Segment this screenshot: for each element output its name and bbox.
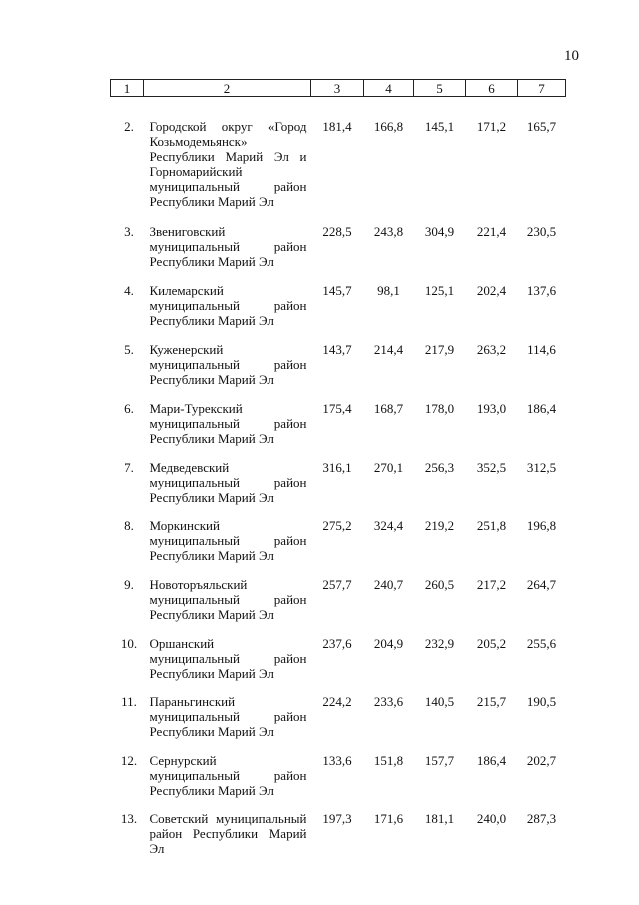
value-cell: 157,7 [424, 752, 455, 768]
row-number: 6. [124, 400, 134, 416]
page-number: 10 [564, 48, 579, 64]
value-cell: 196,8 [526, 517, 557, 533]
value-cell: 214,4 [373, 341, 404, 357]
value-cell: 186,4 [526, 400, 557, 416]
column-header: 5 [414, 80, 466, 97]
municipality-name: Параньгинский муниципальный район Республики Марий Эл [149, 693, 307, 739]
value-cell: 114,6 [527, 341, 556, 357]
value-cell: 304,9 [424, 223, 455, 239]
value-cell: 165,7 [526, 119, 557, 134]
row-number: 12. [120, 752, 138, 768]
table-body [111, 97, 566, 856]
value-cell: 256,3 [424, 459, 455, 475]
value-cell: 255,6 [526, 635, 557, 651]
table-row [111, 739, 566, 798]
value-cell: 270,1 [373, 459, 404, 475]
value-cell: 263,2 [476, 341, 507, 357]
row-number: 8. [124, 517, 134, 533]
value-cell: 251,8 [476, 517, 507, 533]
table-row [111, 446, 566, 505]
value-cell: 232,9 [424, 635, 455, 651]
value-cell: 140,5 [424, 693, 455, 709]
table-row [111, 387, 566, 446]
municipality-name: Сернурский муниципальный район Республики Марий Эл [149, 752, 307, 798]
value-cell: 197,3 [322, 810, 352, 826]
table-header-row [111, 80, 566, 97]
value-cell: 324,4 [373, 517, 404, 533]
value-cell: 145,1 [424, 119, 455, 134]
value-cell: 181,1 [424, 810, 455, 826]
value-cell: 205,2 [476, 635, 507, 651]
row-number: 9. [124, 576, 134, 592]
value-cell: 186,4 [476, 752, 507, 768]
table-row [111, 622, 566, 681]
municipality-name: Медведевский муниципальный район Республики Марий Эл [149, 459, 307, 505]
row-number: 10. [120, 635, 138, 651]
value-cell: 260,5 [424, 576, 455, 592]
value-cell: 171,2 [476, 119, 507, 134]
value-cell: 233,6 [373, 693, 404, 709]
row-number: 4. [124, 282, 134, 298]
data-table [110, 79, 566, 856]
value-cell: 190,5 [526, 693, 557, 709]
value-cell: 145,7 [322, 282, 352, 298]
value-cell: 243,8 [373, 223, 404, 239]
value-cell: 219,2 [424, 517, 455, 533]
municipality-name: Советский муниципальный район Республики Марий Эл [149, 810, 307, 856]
column-header: 7 [518, 80, 566, 97]
column-header: 4 [364, 80, 414, 97]
table-row [111, 328, 566, 387]
value-cell: 151,8 [373, 752, 404, 768]
value-cell: 202,4 [476, 282, 507, 298]
column-header: 6 [466, 80, 518, 97]
value-cell: 240,0 [476, 810, 507, 826]
value-cell: 257,7 [322, 576, 352, 592]
row-number: 3. [124, 223, 134, 239]
value-cell: 228,5 [322, 223, 352, 239]
municipality-name: Городской округ «Город Козьмодемьянск» Республики Марий Эл и Горномарийский муниципальный район Республики Марий Эл [149, 119, 307, 209]
value-cell: 193,0 [476, 400, 507, 416]
value-cell: 125,1 [424, 282, 455, 298]
table-row [111, 209, 566, 269]
column-header: 1 [111, 80, 144, 97]
value-cell: 230,5 [526, 223, 557, 239]
column-header: 3 [311, 80, 364, 97]
municipality-name: Куженерский муниципальный район Республики Марий Эл [149, 341, 307, 387]
municipality-name: Оршанский муниципальный район Республики Марий Эл [149, 635, 307, 681]
column-header: 2 [144, 80, 311, 97]
value-cell: 264,7 [526, 576, 557, 592]
value-cell: 178,0 [424, 400, 455, 416]
table-row [111, 269, 566, 328]
table-row [111, 681, 566, 739]
value-cell: 215,7 [476, 693, 507, 709]
row-number: 5. [124, 341, 134, 357]
municipality-name: Новоторъяльский муниципальный район Республики Марий Эл [149, 576, 307, 622]
value-cell: 143,7 [322, 341, 352, 357]
table-row [111, 563, 566, 622]
value-cell: 221,4 [476, 223, 507, 239]
value-cell: 217,9 [424, 341, 455, 357]
value-cell: 224,2 [322, 693, 352, 709]
municipality-name: Килемарский муниципальный район Республики Марий Эл [149, 282, 307, 328]
value-cell: 316,1 [322, 459, 352, 475]
value-cell: 217,2 [476, 576, 507, 592]
value-cell: 240,7 [373, 576, 404, 592]
value-cell: 204,9 [373, 635, 404, 651]
municipality-name: Звениговский муниципальный район Республики Марий Эл [149, 223, 307, 269]
row-number: 7. [124, 459, 134, 475]
value-cell: 166,8 [373, 119, 404, 134]
value-cell: 171,6 [373, 810, 404, 826]
municipality-name: Моркинский муниципальный район Республики Марий Эл [149, 517, 307, 563]
value-cell: 168,7 [373, 400, 404, 416]
value-cell: 312,5 [526, 459, 557, 475]
table-row [111, 505, 566, 563]
value-cell: 175,4 [322, 400, 352, 416]
value-cell: 287,3 [526, 810, 557, 826]
municipality-name: Мари-Турекский муниципальный район Республики Марий Эл [149, 400, 307, 446]
value-cell: 202,7 [526, 752, 557, 768]
value-cell: 275,2 [322, 517, 352, 533]
value-cell: 181,4 [322, 119, 352, 134]
table-row [111, 798, 566, 856]
row-number: 13. [120, 810, 138, 826]
value-cell: 137,6 [526, 282, 557, 298]
value-cell: 237,6 [322, 635, 352, 651]
value-cell: 98,1 [377, 282, 400, 298]
table-row [111, 97, 566, 210]
row-number: 11. [121, 693, 137, 709]
value-cell: 133,6 [322, 752, 352, 768]
row-number: 2. [124, 119, 134, 134]
value-cell: 352,5 [476, 459, 507, 475]
